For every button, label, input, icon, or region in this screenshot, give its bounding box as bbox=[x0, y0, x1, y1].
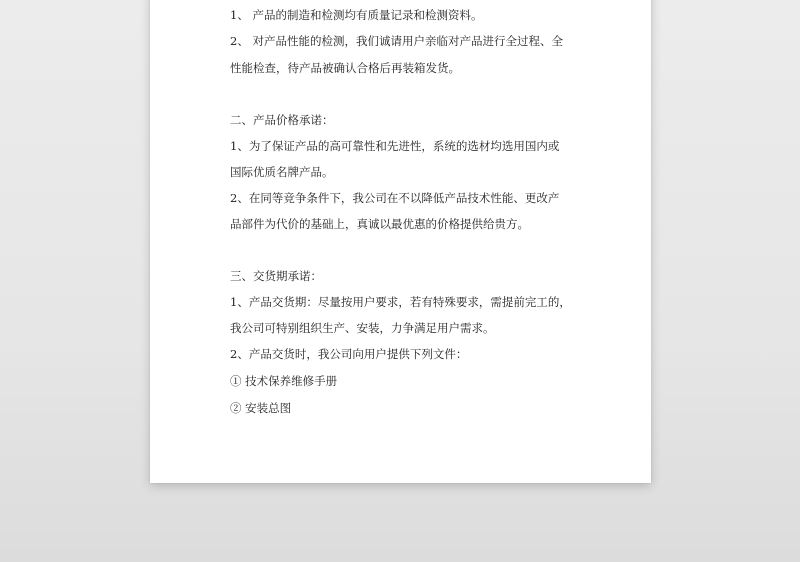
text-line: 性能检查，待产品被确认合格后再装箱发货。 bbox=[230, 61, 460, 75]
text-line: 2、产品交货时，我公司向用户提供下列文件： bbox=[230, 347, 468, 361]
section-heading: 三、交货期承诺： bbox=[230, 269, 322, 283]
text-line: 2、 对产品性能的检测，我们诚请用户亲临对产品进行全过程、全 bbox=[230, 34, 563, 48]
text-line: 国际优质名牌产品。 bbox=[230, 165, 334, 179]
text-line: 我公司可特别组织生产、安装，力争满足用户需求。 bbox=[230, 321, 495, 335]
text-line: 品部件为代价的基础上，真诚以最优惠的价格提供给贵方。 bbox=[230, 217, 529, 231]
text-line: 2、在同等竞争条件下，我公司在不以降低产品技术性能、更改产 bbox=[230, 191, 560, 205]
section-heading: 二、产品价格承诺： bbox=[230, 113, 334, 127]
document-page bbox=[150, 0, 651, 483]
text-line: 1、 产品的制造和检测均有质量记录和检测资料。 bbox=[230, 8, 483, 22]
text-line: 1、产品交货期：尽量按用户要求，若有特殊要求，需提前完工的， bbox=[230, 295, 571, 309]
text-line: 1、为了保证产品的高可靠性和先进性，系统的选材均选用国内或 bbox=[230, 139, 560, 153]
list-item: ① 技术保养维修手册 bbox=[230, 374, 338, 388]
list-item: ② 安装总图 bbox=[230, 401, 292, 415]
